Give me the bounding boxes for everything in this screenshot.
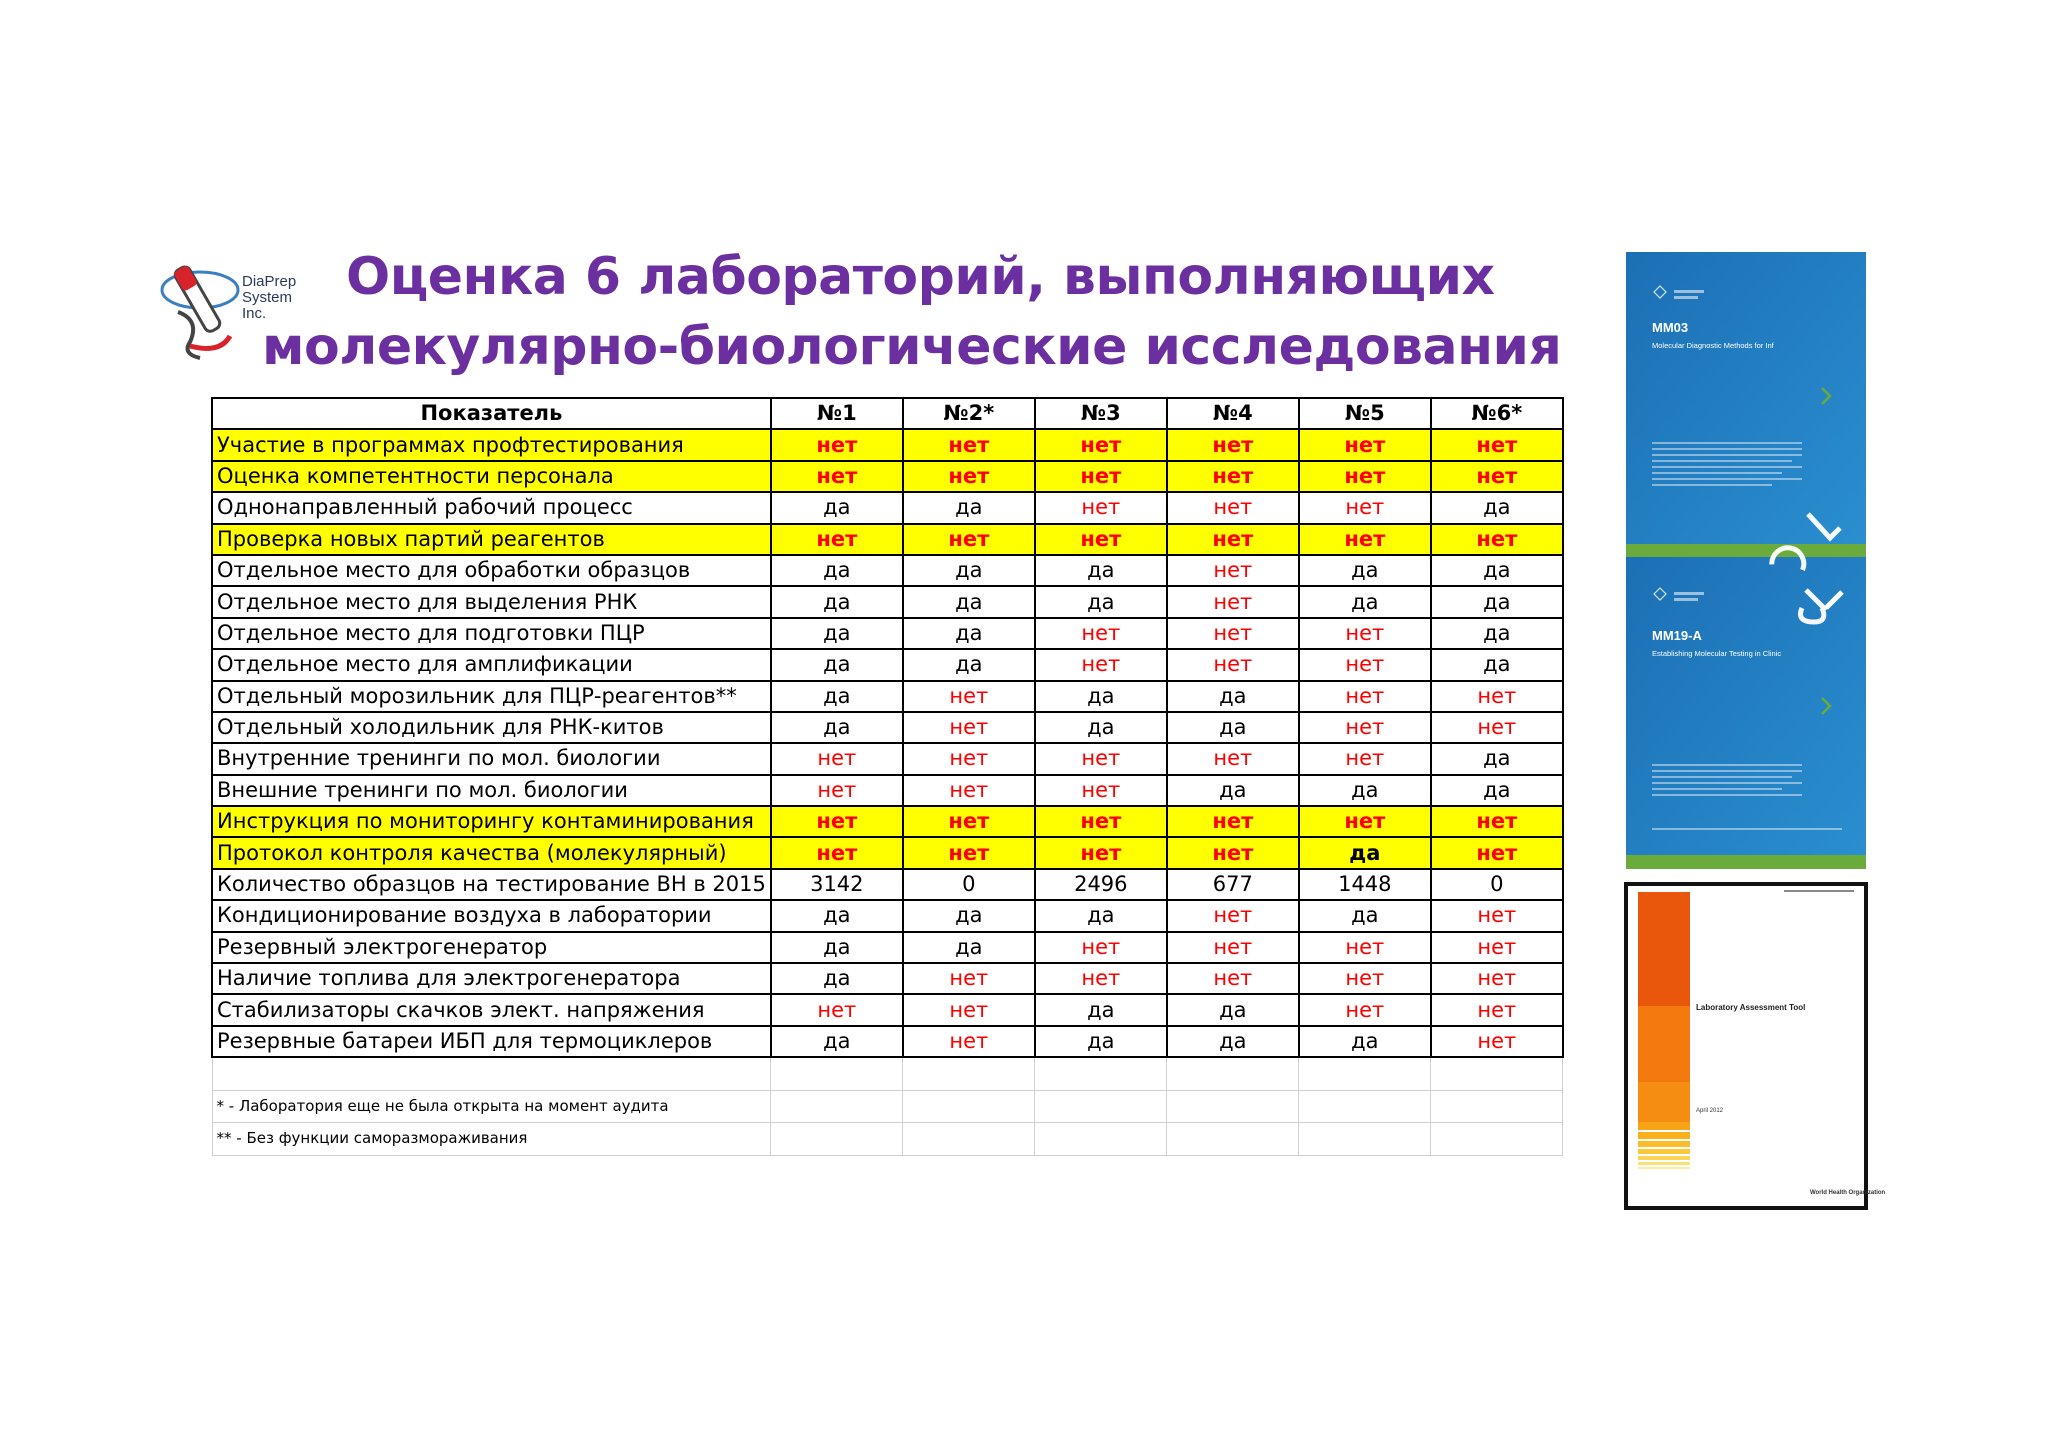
cell-lab-5: нет [1299, 806, 1431, 837]
cell-lab-6: нет [1431, 524, 1563, 555]
table-row [212, 806, 1563, 837]
empty-cell [903, 1123, 1035, 1156]
footnote-text: * - Лаборатория еще не была открыта на момент аудита [212, 1090, 771, 1123]
cell-lab-2: нет [903, 524, 1035, 555]
cell-lab-6: нет [1431, 963, 1563, 994]
cell-lab-1: нет [771, 806, 903, 837]
cell-lab-3: 2496 [1035, 869, 1167, 900]
cell-lab-4: да [1167, 712, 1299, 743]
empty-cell [771, 1090, 903, 1123]
cell-lab-2: да [903, 555, 1035, 586]
row-indicator-label: Количество образцов на тестирование ВН в 2015 [212, 869, 771, 900]
cell-lab-6: нет [1431, 837, 1563, 868]
table-row [212, 837, 1563, 868]
cell-lab-4: 677 [1167, 869, 1299, 900]
row-indicator-label: Стабилизаторы скачков элект. напряжения [212, 994, 771, 1025]
cell-lab-2: нет [903, 1026, 1035, 1057]
cell-lab-3: нет [1035, 963, 1167, 994]
table-row [212, 461, 1563, 492]
header-lab-2: №2* [903, 398, 1035, 429]
cell-lab-4: нет [1167, 555, 1299, 586]
empty-cell [771, 1057, 903, 1090]
cell-lab-1: да [771, 492, 903, 523]
footnote-text [212, 1057, 771, 1090]
cell-lab-1: да [771, 681, 903, 712]
cell-lab-4: нет [1167, 524, 1299, 555]
cell-lab-3: нет [1035, 429, 1167, 460]
table-row [212, 712, 1563, 743]
cell-lab-1: нет [771, 461, 903, 492]
header-lab-3: №3 [1035, 398, 1167, 429]
cell-lab-2: да [903, 900, 1035, 931]
cell-lab-1: нет [771, 775, 903, 806]
cell-lab-1: нет [771, 524, 903, 555]
table-row [212, 618, 1563, 649]
cell-lab-5: нет [1299, 429, 1431, 460]
row-indicator-label: Оценка компетентности персонала [212, 461, 771, 492]
cell-lab-3: да [1035, 900, 1167, 931]
cell-lab-3: нет [1035, 806, 1167, 837]
empty-cell [1035, 1057, 1167, 1090]
cell-lab-4: нет [1167, 461, 1299, 492]
cell-lab-4: нет [1167, 963, 1299, 994]
cell-lab-6: нет [1431, 1026, 1563, 1057]
cell-lab-1: да [771, 586, 903, 617]
cell-lab-3: нет [1035, 932, 1167, 963]
cell-lab-5: да [1299, 775, 1431, 806]
cell-lab-4: нет [1167, 586, 1299, 617]
cell-lab-1: да [771, 963, 903, 994]
logo-line1: DiaPrep [242, 273, 297, 290]
cell-lab-3: да [1035, 681, 1167, 712]
lab-assessment-table [211, 397, 1564, 1156]
cell-lab-4: да [1167, 681, 1299, 712]
cell-lab-5: нет [1299, 461, 1431, 492]
cell-lab-5: нет [1299, 524, 1431, 555]
cell-lab-3: нет [1035, 649, 1167, 680]
row-indicator-label: Внутренние тренинги по мол. биологии [212, 743, 771, 774]
table-row [212, 681, 1563, 712]
cell-lab-6: нет [1431, 681, 1563, 712]
table-row [212, 994, 1563, 1025]
cell-lab-6: да [1431, 555, 1563, 586]
empty-cell [1299, 1057, 1431, 1090]
empty-cell [1035, 1090, 1167, 1123]
cell-lab-2: нет [903, 837, 1035, 868]
cell-lab-1: 3142 [771, 869, 903, 900]
row-indicator-label: Отдельное место для выделения РНК [212, 586, 771, 617]
table-body [212, 429, 1563, 1155]
cell-lab-5: да [1299, 900, 1431, 931]
empty-cell [1167, 1123, 1299, 1156]
row-indicator-label: Протокол контроля качества (молекулярный) [212, 837, 771, 868]
table-row [212, 429, 1563, 460]
clsi-bottom-title: Establishing Molecular Testing in Clinic [1652, 649, 1782, 658]
cell-lab-4: нет [1167, 900, 1299, 931]
table-row [212, 586, 1563, 617]
row-indicator-label: Однонаправленный рабочий процесс [212, 492, 771, 523]
empty-cell [1167, 1057, 1299, 1090]
cell-lab-1: нет [771, 994, 903, 1025]
cell-lab-6: да [1431, 586, 1563, 617]
footnote-row [212, 1057, 1563, 1090]
cell-lab-2: нет [903, 681, 1035, 712]
cell-lab-4: да [1167, 1026, 1299, 1057]
cell-lab-3: нет [1035, 524, 1167, 555]
table-row [212, 743, 1563, 774]
empty-cell [771, 1123, 903, 1156]
cell-lab-2: нет [903, 806, 1035, 837]
cell-lab-2: 0 [903, 869, 1035, 900]
table-header-row [212, 398, 1563, 429]
who-cover-image [1624, 882, 1886, 1210]
cell-lab-5: да [1299, 555, 1431, 586]
cell-lab-3: да [1035, 555, 1167, 586]
row-indicator-label: Проверка новых партий реагентов [212, 524, 771, 555]
clsi-top-code: MM03 [1652, 320, 1689, 335]
header-lab-6: №6* [1431, 398, 1563, 429]
cell-lab-5: да [1299, 837, 1431, 868]
cell-lab-5: нет [1299, 618, 1431, 649]
cell-lab-3: нет [1035, 743, 1167, 774]
cell-lab-2: нет [903, 963, 1035, 994]
clsi-book-covers [1626, 252, 1866, 869]
cell-lab-1: да [771, 712, 903, 743]
empty-cell [1299, 1123, 1431, 1156]
cell-lab-4: да [1167, 994, 1299, 1025]
clsi-covers-image [1626, 252, 1866, 869]
empty-cell [1431, 1090, 1563, 1123]
empty-cell [1167, 1090, 1299, 1123]
table-row [212, 775, 1563, 806]
cell-lab-1: да [771, 555, 903, 586]
empty-cell [1299, 1090, 1431, 1123]
cell-lab-6: нет [1431, 429, 1563, 460]
cell-lab-6: нет [1431, 806, 1563, 837]
cell-lab-5: 1448 [1299, 869, 1431, 900]
row-indicator-label: Отдельный холодильник для РНК-китов [212, 712, 771, 743]
cell-lab-3: да [1035, 1026, 1167, 1057]
table-row [212, 900, 1563, 931]
table-row [212, 963, 1563, 994]
cell-lab-4: нет [1167, 743, 1299, 774]
cell-lab-1: да [771, 900, 903, 931]
cell-lab-3: нет [1035, 492, 1167, 523]
cell-lab-1: нет [771, 429, 903, 460]
table-row [212, 492, 1563, 523]
cell-lab-3: да [1035, 994, 1167, 1025]
row-indicator-label: Инструкция по мониторингу контаминирования [212, 806, 771, 837]
cell-lab-6: нет [1431, 712, 1563, 743]
cell-lab-5: нет [1299, 963, 1431, 994]
logo-line2: System Inc. [242, 289, 293, 322]
cell-lab-1: да [771, 1026, 903, 1057]
cell-lab-4: нет [1167, 618, 1299, 649]
cell-lab-2: да [903, 618, 1035, 649]
cell-lab-4: нет [1167, 806, 1299, 837]
empty-cell [903, 1057, 1035, 1090]
cell-lab-3: нет [1035, 775, 1167, 806]
row-indicator-label: Внешние тренинги по мол. биологии [212, 775, 771, 806]
empty-cell [1035, 1123, 1167, 1156]
row-indicator-label: Отдельное место для подготовки ПЦР [212, 618, 771, 649]
clsi-bottom-code: MM19-A [1652, 628, 1702, 643]
cell-lab-3: да [1035, 712, 1167, 743]
header-indicator: Показатель [212, 398, 771, 429]
cell-lab-2: нет [903, 743, 1035, 774]
footnote-row [212, 1090, 1563, 1123]
cell-lab-6: да [1431, 492, 1563, 523]
cell-lab-4: нет [1167, 429, 1299, 460]
cell-lab-2: да [903, 492, 1035, 523]
cell-lab-6: да [1431, 775, 1563, 806]
table-row [212, 555, 1563, 586]
who-date: April 2012 [1696, 1108, 1724, 1114]
cell-lab-4: нет [1167, 932, 1299, 963]
cell-lab-1: да [771, 649, 903, 680]
footnote-text: ** - Без функции саморазмораживания [212, 1123, 771, 1156]
cell-lab-6: нет [1431, 932, 1563, 963]
page-title [262, 242, 1562, 382]
row-indicator-label: Наличие топлива для электрогенератора [212, 963, 771, 994]
cell-lab-5: нет [1299, 712, 1431, 743]
cell-lab-3: нет [1035, 837, 1167, 868]
cell-lab-1: да [771, 618, 903, 649]
cell-lab-5: нет [1299, 492, 1431, 523]
cell-lab-5: да [1299, 586, 1431, 617]
cell-lab-2: да [903, 586, 1035, 617]
cell-lab-3: нет [1035, 618, 1167, 649]
cell-lab-5: нет [1299, 932, 1431, 963]
empty-cell [903, 1090, 1035, 1123]
cell-lab-2: да [903, 932, 1035, 963]
cell-lab-3: да [1035, 586, 1167, 617]
cell-lab-4: нет [1167, 649, 1299, 680]
cell-lab-5: нет [1299, 743, 1431, 774]
title-line-2: молекулярно-биологические исследования [262, 317, 1562, 377]
cell-lab-5: да [1299, 1026, 1431, 1057]
cell-lab-6: да [1431, 649, 1563, 680]
cell-lab-6: нет [1431, 994, 1563, 1025]
table-row [212, 932, 1563, 963]
cell-lab-2: да [903, 649, 1035, 680]
header-lab-5: №5 [1299, 398, 1431, 429]
title-line-1: Оценка 6 лабораторий, выполняющих [346, 247, 1495, 307]
header-lab-4: №4 [1167, 398, 1299, 429]
row-indicator-label: Участие в программах профтестирования [212, 429, 771, 460]
cell-lab-5: нет [1299, 649, 1431, 680]
empty-cell [1431, 1123, 1563, 1156]
who-title: Laboratory Assessment Tool [1696, 1003, 1806, 1012]
row-indicator-label: Отдельный морозильник для ПЦР-реагентов** [212, 681, 771, 712]
cell-lab-6: да [1431, 618, 1563, 649]
cell-lab-2: нет [903, 429, 1035, 460]
who-org: World Health Organization [1810, 1190, 1886, 1196]
cell-lab-3: нет [1035, 461, 1167, 492]
row-indicator-label: Отдельное место для обработки образцов [212, 555, 771, 586]
clsi-top-title: Molecular Diagnostic Methods for Inf [1652, 341, 1774, 350]
row-indicator-label: Кондиционирование воздуха в лаборатории [212, 900, 771, 931]
cell-lab-6: нет [1431, 900, 1563, 931]
cell-lab-6: да [1431, 743, 1563, 774]
cell-lab-5: нет [1299, 994, 1431, 1025]
diaprep-logo-icon [160, 250, 242, 372]
cell-lab-5: нет [1299, 681, 1431, 712]
empty-cell [1431, 1057, 1563, 1090]
header-lab-1: №1 [771, 398, 903, 429]
cell-lab-1: да [771, 932, 903, 963]
table-row [212, 649, 1563, 680]
row-indicator-label: Резервные батареи ИБП для термоциклеров [212, 1026, 771, 1057]
cell-lab-2: нет [903, 461, 1035, 492]
cell-lab-2: нет [903, 994, 1035, 1025]
footnote-row [212, 1123, 1563, 1156]
cell-lab-6: нет [1431, 461, 1563, 492]
cell-lab-4: да [1167, 775, 1299, 806]
table-row [212, 1026, 1563, 1057]
cell-lab-2: нет [903, 775, 1035, 806]
cell-lab-1: нет [771, 837, 903, 868]
who-book-cover [1624, 882, 1886, 1210]
cell-lab-2: нет [903, 712, 1035, 743]
table-row [212, 869, 1563, 900]
cell-lab-4: нет [1167, 492, 1299, 523]
cell-lab-4: нет [1167, 837, 1299, 868]
cell-lab-6: 0 [1431, 869, 1563, 900]
table-row [212, 524, 1563, 555]
row-indicator-label: Резервный электрогенератор [212, 932, 771, 963]
row-indicator-label: Отдельное место для амплификации [212, 649, 771, 680]
cell-lab-1: нет [771, 743, 903, 774]
